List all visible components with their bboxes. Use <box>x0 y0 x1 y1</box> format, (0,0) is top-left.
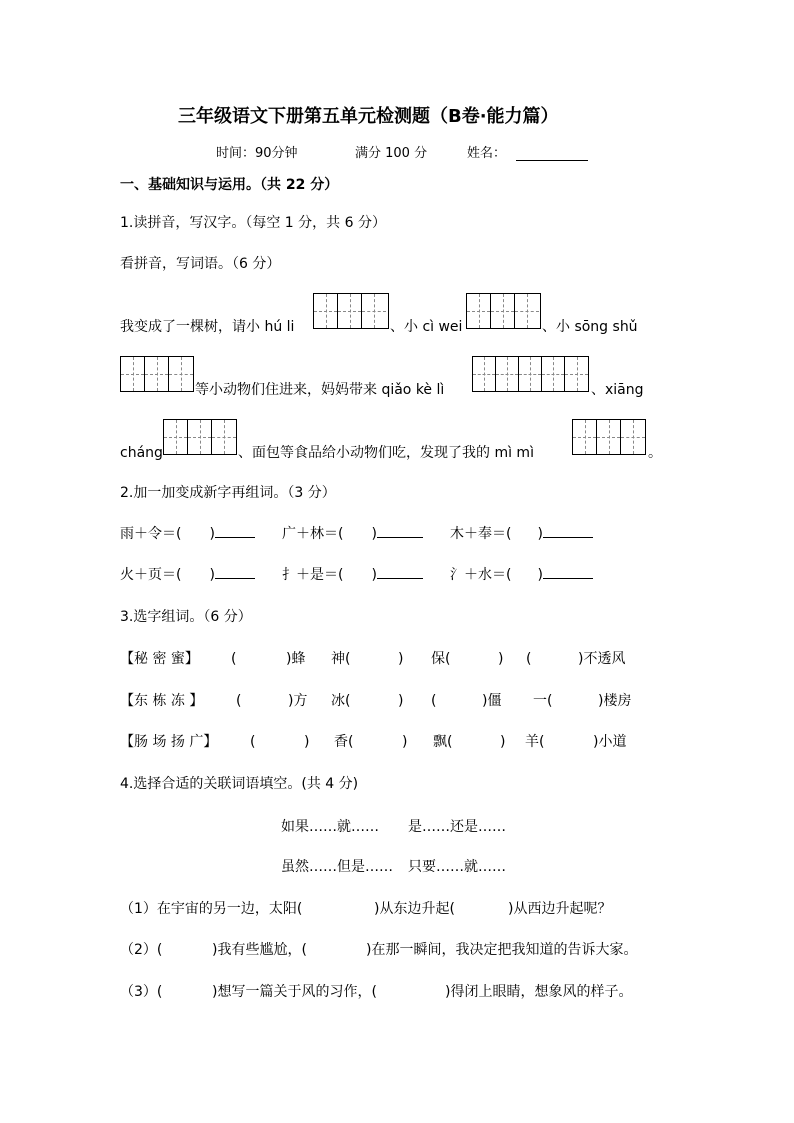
q3-row-3-d: ) <box>402 734 408 750</box>
q1-line3-text-a: cháng <box>120 445 163 461</box>
q4-sentence-3-b: )想写一篇关于风的习作，( <box>212 984 377 1000</box>
q2-item-5 <box>282 568 423 582</box>
q3-row-1-a: ( <box>231 651 237 667</box>
q2-close-paren: ) <box>537 567 543 583</box>
q2-close-paren: ) <box>537 526 543 542</box>
q1-line3-text-c: 。 <box>648 445 662 461</box>
q3-row-2-b: )方 <box>288 693 308 709</box>
question-2-title: 2.加一加变成新字再组词。（3 分） <box>120 485 336 501</box>
q3-row-1-g: ( <box>526 651 532 667</box>
q3-row-3-g: 羊( <box>525 734 545 750</box>
name-blank[interactable] <box>516 160 588 161</box>
q3-row-1-c: 神( <box>331 651 351 667</box>
q2-item-label: 雨＋令＝( <box>120 526 182 542</box>
q3-row-2-h: )楼房 <box>598 693 632 709</box>
q3-row-1-d: ) <box>398 651 404 667</box>
q1-line3-text-b: 、面包等食品给小动物们吃，发现了我的 mì mì <box>238 445 534 461</box>
q4-option-3: 虽然……但是…… <box>281 859 393 875</box>
q3-row-3-f: ) <box>500 734 506 750</box>
q2-item-label: 木＋奉＝( <box>450 526 512 542</box>
char-grid-mimi[interactable] <box>572 419 646 455</box>
q2-close-paren: ) <box>371 526 377 542</box>
char-grid-songshu[interactable] <box>120 356 194 392</box>
q3-row-3-h: )小道 <box>593 734 627 750</box>
q4-sentence-3-a: （3）( <box>120 984 163 1000</box>
q4-option-2: 是……还是…… <box>408 819 506 835</box>
page-title: 三年级语文下册第五单元检测题（B卷·能力篇） <box>178 106 559 127</box>
q2-item-label: 火＋页＝( <box>120 567 182 583</box>
q3-row-3-a: ( <box>250 734 256 750</box>
q3-row-3-e: 飘( <box>433 734 453 750</box>
q1-line1-text-a: 我变成了一棵树，请小 hú li <box>120 319 295 335</box>
q1-line2-text-a: 等小动物们住进来，妈妈带来 qiǎo kè lì <box>195 382 445 398</box>
char-grid-qiaokeli[interactable] <box>472 356 589 392</box>
q2-item-6 <box>450 568 593 582</box>
char-grid-huli[interactable] <box>313 293 389 329</box>
q4-sentence-3-c: )得闭上眼睛，想象风的样子。 <box>445 984 633 1000</box>
q3-row-1-group: 【秘 密 蜜】 <box>120 651 199 667</box>
q3-row-3-group: 【肠 场 扬 广】 <box>120 734 218 750</box>
q2-answer-blank[interactable] <box>377 578 423 579</box>
exam-full-score: 满分 100 分 <box>355 146 428 161</box>
q1-line1-text-b: 、小 cì wei <box>390 319 463 335</box>
q2-close-paren: ) <box>371 567 377 583</box>
q2-answer-blank[interactable] <box>215 578 255 579</box>
question-1-subtitle: 看拼音，写词语。（6 分） <box>120 256 281 272</box>
q2-close-paren: ) <box>209 526 215 542</box>
question-3-title: 3.选字组词。（6 分） <box>120 609 252 625</box>
q3-row-2-g: 一( <box>533 693 553 709</box>
q2-answer-blank[interactable] <box>543 537 593 538</box>
question-1-title: 1.读拼音，写汉字。（每空 1 分，共 6 分） <box>120 215 386 231</box>
q3-row-2-c: 冰( <box>331 693 351 709</box>
q3-row-2-a: ( <box>236 693 242 709</box>
q2-item-2 <box>282 527 423 541</box>
q3-row-3-c: 香( <box>334 734 354 750</box>
q3-row-1-e: 保( <box>431 651 451 667</box>
q4-option-4: 只要……就…… <box>408 859 506 875</box>
char-grid-xiangchang[interactable] <box>163 419 237 455</box>
q4-sentence-2-c: )在那一瞬间，我决定把我知道的告诉大家。 <box>366 942 638 958</box>
q3-row-1-h: )不透风 <box>578 651 626 667</box>
name-label: 姓名： <box>467 146 507 161</box>
q4-sentence-2-b: )我有些尴尬，( <box>212 942 307 958</box>
char-grid-ciwei[interactable] <box>466 293 541 329</box>
q3-row-1-f: ) <box>498 651 504 667</box>
section-heading: 一、基础知识与运用。（共 22 分） <box>120 177 339 193</box>
q2-item-3 <box>450 527 593 541</box>
q2-answer-blank[interactable] <box>543 578 593 579</box>
q1-line2-text-b: 、xiāng <box>591 382 644 398</box>
q4-sentence-2-a: （2）( <box>120 942 163 958</box>
q2-item-label: 扌＋是＝( <box>282 567 344 583</box>
q4-sentence-1-a: （1）在宇宙的另一边，太阳( <box>120 901 303 917</box>
q2-close-paren: ) <box>209 567 215 583</box>
q2-item-4 <box>120 568 255 582</box>
q3-row-2-f: )僵 <box>482 693 502 709</box>
q4-sentence-1-c: )从西边升起呢？ <box>508 901 612 917</box>
q2-answer-blank[interactable] <box>377 537 423 538</box>
q3-row-1-b: )蜂 <box>286 651 306 667</box>
q3-row-2-e: ( <box>431 693 437 709</box>
exam-time: 时间：90分钟 <box>216 146 298 161</box>
q2-item-label: 氵＋水＝( <box>450 567 512 583</box>
q2-item-label: 广＋林＝( <box>282 526 344 542</box>
q3-row-2-group: 【东 栋 冻 】 <box>120 693 204 709</box>
q4-sentence-1-b: )从东边升起( <box>374 901 455 917</box>
q1-line1-text-c: 、小 sōng shǔ <box>542 319 638 335</box>
q2-answer-blank[interactable] <box>215 537 255 538</box>
q4-option-1: 如果……就…… <box>281 819 379 835</box>
q3-row-3-b: ) <box>304 734 310 750</box>
q2-item-1 <box>120 527 255 541</box>
q3-row-2-d: ) <box>398 693 404 709</box>
question-4-title: 4.选择合适的关联词语填空。(共 4 分) <box>120 776 359 792</box>
